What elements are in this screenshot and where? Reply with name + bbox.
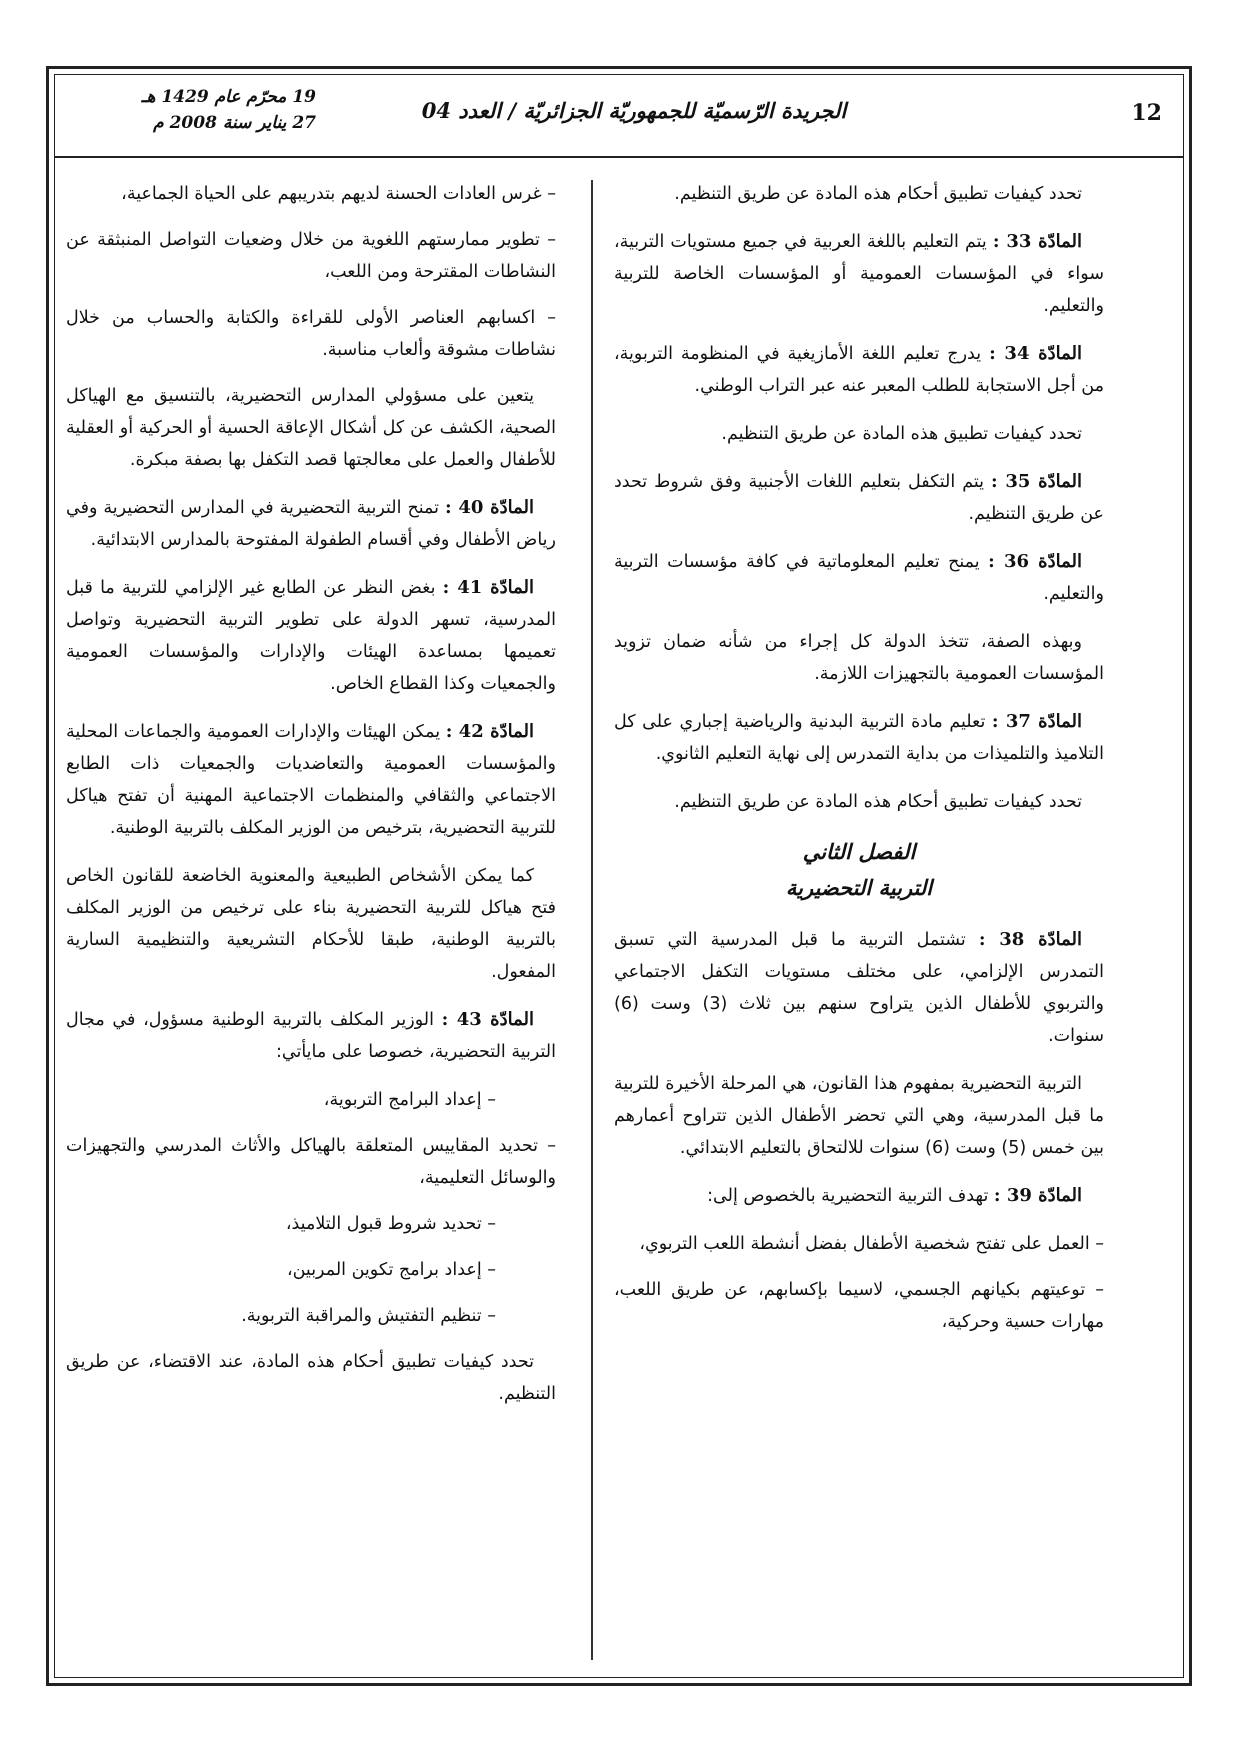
list-item: – إعداد البرامج التربوية، (323, 1090, 496, 1110)
article-heading: المادّة 42 : (445, 721, 534, 742)
paragraph: تحدد كيفيات تطبيق هذه المادة عن طريق التنظيم. (721, 424, 1082, 444)
article-heading: المادّة 36 : (988, 551, 1082, 572)
article-42 (66, 716, 556, 844)
paragraph: وبهذه الصفة، تتخذ الدولة كل إجراء من شأنه ضمان تزويد المؤسسات العمومية بالتجهيزات اللازمة. (614, 632, 1104, 684)
list-item: – تطوير ممارستهم اللغوية من خلال وضعيات التواصل المنبثقة عن النشاطات المقترحة ومن اللعب، (66, 230, 556, 282)
paragraph: كما يمكن الأشخاص الطبيعية والمعنوية الخاضعة للقانون الخاص فتح هياكل للتربية التحضيرية بناء على ترخيص من الوزير المكلف بالتربية الوطنية، طبقا للأحكام التشريعية والتنظيمية السارية المفعول. (66, 866, 556, 982)
list-item: – توعيتهم بكيانهم الجسمي، لاسيما بإكسابهم، عن طريق اللعب، مهارات حسية وحركية، (614, 1280, 1104, 1332)
article-41 (66, 572, 556, 700)
chapter-subtitle: التربية التحضيرية (785, 875, 933, 900)
article-heading: المادّة 40 : (445, 497, 534, 518)
paragraph: تحدد كيفيات تطبيق أحكام هذه المادة عن طريق التنظيم. (674, 792, 1082, 812)
article-heading: المادّة 41 : (442, 577, 534, 598)
chapter-title: الفصل الثاني (802, 839, 916, 864)
article-text: يمنح تعليم المعلوماتية في كافة مؤسسات التربية والتعليم. (614, 552, 1104, 604)
paragraph: تحدد كيفيات تطبيق أحكام هذه المادة، عند الاقتضاء، عن طريق التنظيم. (66, 1352, 556, 1404)
article-heading: المادّة 33 : (992, 231, 1082, 252)
list-item: – العمل على تفتح شخصية الأطفال بفضل أنشطة اللعب التربوي، (639, 1234, 1104, 1254)
list-item: – تحديد المقاييس المتعلقة بالهياكل والأثاث المدرسي والتجهيزات والوسائل التعليمية، (66, 1136, 556, 1188)
article-heading: المادّة 34 : (989, 343, 1082, 364)
article-38 (614, 924, 1104, 1052)
list-item: – غرس العادات الحسنة لديهم بتدريبهم على الحياة الجماعية، (121, 184, 556, 204)
page-header (54, 74, 1184, 158)
journal-title: الجريدة الرّسميّة للجمهوريّة الجزائريّة / العدد 04 (421, 98, 847, 123)
article-text: تمنح التربية التحضيرية في المدارس التحضيرية وفي رياض الأطفال وفي أقسام الطفولة المفتوحة بالمدارس الابتدائية. (66, 498, 556, 550)
article-heading: المادّة 39 : (993, 1185, 1082, 1206)
article-35 (614, 466, 1104, 530)
paragraph: التربية التحضيرية بمفهوم هذا القانون، هي المرحلة الأخيرة للتربية ما قبل المدرسية، وهي التي تحضر الأطفال الذين تتراوح أعمارهم بين خمس (5) وست (6) سنوات للالتحاق بالتعليم الابتدائي. (614, 1074, 1104, 1158)
issue-date (76, 84, 316, 136)
hijri-date: 19 محرّم عام 1429 هـ (141, 87, 316, 107)
list-item: – إعداد برامج تكوين المربين، (286, 1260, 496, 1280)
article-text: يتم التعليم باللغة العربية في جميع مستويات التربية، سواء في المؤسسات العمومية أو المؤسسات الخاصة للتربية والتعليم. (614, 232, 1104, 316)
article-34 (614, 338, 1104, 402)
article-heading: المادّة 35 : (991, 471, 1082, 492)
list-item: – تحديد شروط قبول التلاميذ، (285, 1214, 496, 1234)
article-text: بغض النظر عن الطابع غير الإلزامي للتربية ما قبل المدرسية، تسهر الدولة على تطوير التربية التحضيرية وتواصل تعميمها بمساعدة الهيئات والإدارات والمؤسسات العمومية والجمعيات وكذا القطاع الخاص. (66, 578, 556, 694)
list-item: – اكسابهم العناصر الأولى للقراءة والكتابة والحساب من خلال نشاطات مشوقة وألعاب مناسبة. (66, 308, 556, 360)
article-text: يمكن الهيئات والإدارات العمومية والجماعات المحلية والمؤسسات العمومية والتعاضديات والجمعيات ذات الطابع الاجتماعي والثقافي والمنظمات الاجتماعية المهنية أن تفتح هياكل للتربية التحضيرية، بترخيص من الوزير المكلف بالتربية الوطنية. (66, 722, 556, 838)
list-item: – تنظيم التفتيش والمراقبة التربوية. (241, 1306, 496, 1326)
article-text: تهدف التربية التحضيرية بالخصوص إلى: (707, 1186, 989, 1206)
article-text: الوزير المكلف بالتربية الوطنية مسؤول، في مجال التربية التحضيرية، خصوصا على مايأتي: (66, 1010, 556, 1062)
paragraph: تحدد كيفيات تطبيق أحكام هذه المادة عن طريق التنظيم. (674, 184, 1082, 204)
gregorian-date: 27 يناير سنة 2008 م (153, 113, 316, 133)
paragraph: يتعين على مسؤولي المدارس التحضيرية، بالتنسيق مع الهياكل الصحية، الكشف عن كل أشكال الإعاقة الحسية أو الحركية أو العقلية للأطفال والعمل على معالجتها قصد التكفل بها بصفة مبكرة. (66, 386, 556, 470)
article-heading: المادّة 43 : (441, 1009, 534, 1030)
chapter-heading (614, 834, 1104, 906)
column-divider (591, 180, 593, 1660)
article-39 (614, 1180, 1104, 1212)
article-text: يدرج تعليم اللغة الأمازيغية في المنظومة التربوية، من أجل الاستجابة للطلب المعبر عنه عبر التراب الوطني. (614, 344, 1104, 396)
article-text: تعليم مادة التربية البدنية والرياضية إجباري على كل التلاميذ والتلميذات من بداية التمدرس إلى نهاية التعليم الثانوي. (614, 712, 1104, 764)
article-33 (614, 226, 1104, 322)
article-40 (66, 492, 556, 556)
article-37 (614, 706, 1104, 770)
article-36 (614, 546, 1104, 610)
left-column (66, 178, 556, 1426)
article-heading: المادّة 37 : (991, 711, 1082, 732)
article-text: تشتمل التربية ما قبل المدرسية التي تسبق التمدرس الإلزامي، على مختلف مستويات التكفل الاجتماعي والتربوي للأطفال الذين يتراوح سنهم بين ثلاث (3) وست (6) سنوات. (614, 930, 1105, 1046)
article-heading: المادّة 38 : (978, 929, 1082, 950)
article-43 (66, 1004, 556, 1068)
page-number: 12 (1131, 100, 1162, 126)
right-column (614, 178, 1104, 1352)
article-text: يتم التكفل بتعليم اللغات الأجنبية وفق شروط تحدد عن طريق التنظيم. (614, 472, 1104, 524)
